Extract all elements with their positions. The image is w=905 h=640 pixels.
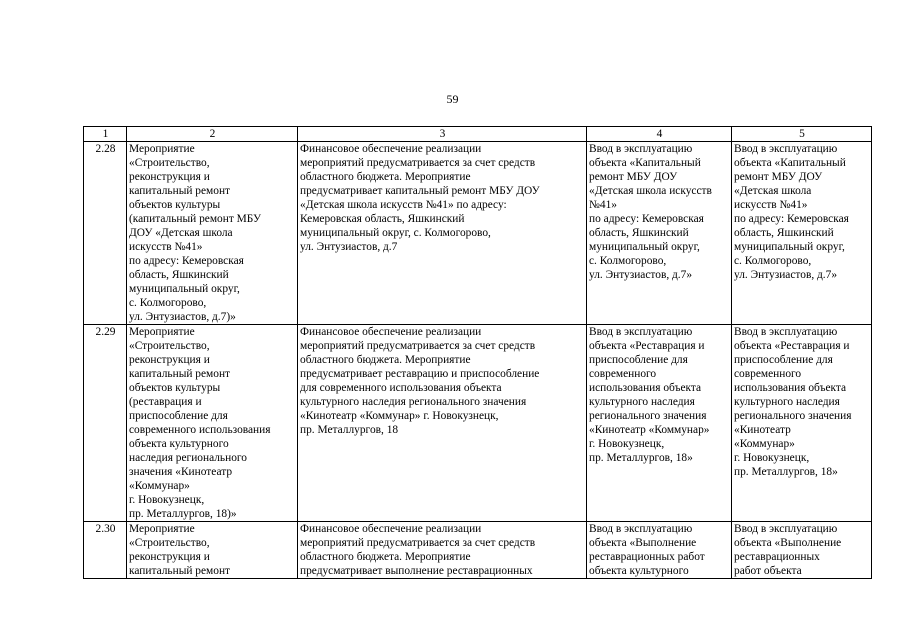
table-row <box>84 325 872 522</box>
header-col-3: 3 <box>298 127 587 142</box>
result-cell-4: Ввод в эксплуатацию объекта «Реставрация и приспособление для современного использования объекта культурного наследия регионального значения «Кинотеатр «Коммунар» г. Новокузнецк, пр. Металлургов, 18» <box>587 325 732 522</box>
row-number: 2.29 <box>84 325 127 522</box>
finance-cell: Финансовое обеспечение реализации мероприятий предусматривается за счет средств областного бюджета. Мероприятие предусматривает реставрацию и приспособление для современного использования объекта культурного наследия регионального значения «Кинотеатр «Коммунар» г. Новокузнецк, пр. Металлургов, 18 <box>298 325 587 522</box>
header-col-1: 1 <box>84 127 127 142</box>
page-number: 59 <box>446 92 459 106</box>
result-cell-5: Ввод в эксплуатацию объекта «Реставрация и приспособление для современного использования объекта культурного наследия регионального значения «Кинотеатр «Коммунар» г. Новокузнецк, пр. Металлургов, 18» <box>732 325 872 522</box>
table-header-row <box>84 127 872 142</box>
event-cell: Мероприятие «Строительство, реконструкция и капитальный ремонт объектов культуры (реставрация и приспособление для современного использования объекта культурного наследия регионального значения «Кинотеатр «Коммунар» г. Новокузнецк, пр. Металлургов, 18)» <box>127 325 298 522</box>
result-cell-5: Ввод в эксплуатацию объекта «Выполнение реставрационных работ объекта <box>732 522 872 579</box>
result-cell-5: Ввод в эксплуатацию объекта «Капитальный ремонт МБУ ДОУ «Детская школа искусств №41» по адресу: Кемеровская область, Яшкинский муниципальный округ, с. Колмогорово, ул. Энтузиастов, д.7» <box>732 142 872 325</box>
row-number: 2.30 <box>84 522 127 579</box>
result-cell-4: Ввод в эксплуатацию объекта «Выполнение реставрационных работ объекта культурного <box>587 522 732 579</box>
header-col-5: 5 <box>732 127 872 142</box>
finance-cell: Финансовое обеспечение реализации мероприятий предусматривается за счет средств областного бюджета. Мероприятие предусматривает выполнение реставрационных <box>298 522 587 579</box>
header-col-2: 2 <box>127 127 298 142</box>
program-table <box>83 126 872 579</box>
header-col-4: 4 <box>587 127 732 142</box>
row-number: 2.28 <box>84 142 127 325</box>
event-cell: Мероприятие «Строительство, реконструкция и капитальный ремонт <box>127 522 298 579</box>
event-cell: Мероприятие «Строительство, реконструкция и капитальный ремонт объектов культуры (капитальный ремонт МБУ ДОУ «Детская школа искусств №41» по адресу: Кемеровская область, Яшкинский муниципальный округ, с. Колмогорово, ул. Энтузиастов, д.7)» <box>127 142 298 325</box>
result-cell-4: Ввод в эксплуатацию объекта «Капитальный ремонт МБУ ДОУ «Детская школа искусств №41» по адресу: Кемеровская область, Яшкинский муниципальный округ, с. Колмогорово, ул. Энтузиастов, д.7» <box>587 142 732 325</box>
table-row <box>84 142 872 325</box>
finance-cell: Финансовое обеспечение реализации мероприятий предусматривается за счет средств областного бюджета. Мероприятие предусматривает капитальный ремонт МБУ ДОУ «Детская школа искусств №41» по адресу: Кемеровская область, Яшкинский муниципальный округ, с. Колмогорово, ул. Энтузиастов, д.7 <box>298 142 587 325</box>
table-row <box>84 522 872 579</box>
